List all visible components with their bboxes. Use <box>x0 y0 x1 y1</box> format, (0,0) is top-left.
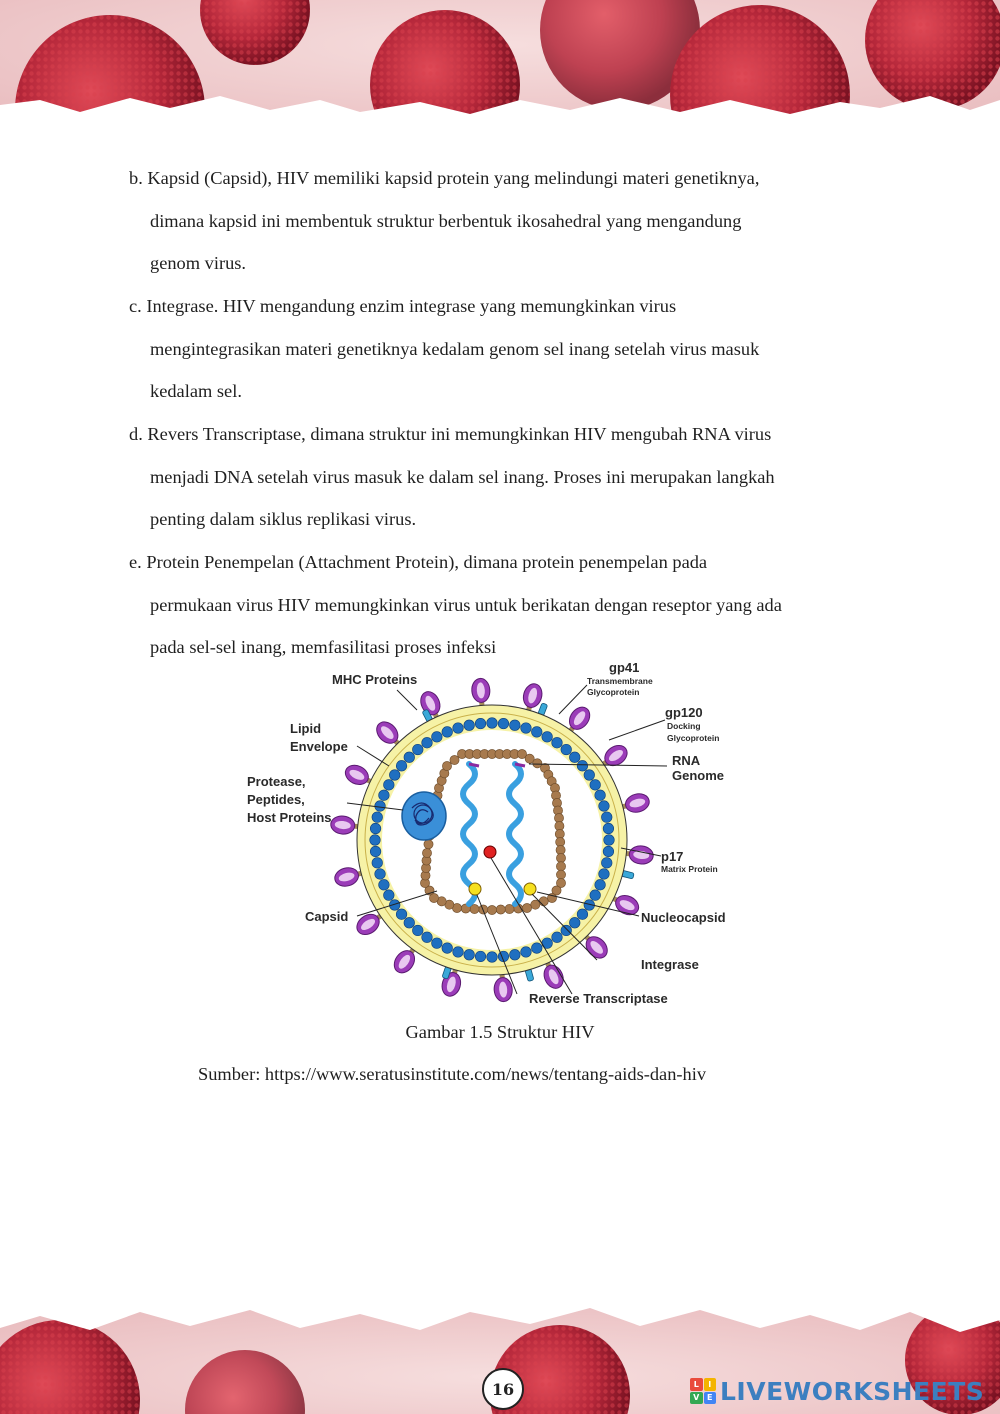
capsid-protein-dot <box>496 905 505 914</box>
liveworksheets-wordmark: LIVEWORKSHEETS <box>720 1376 985 1406</box>
list-item-reverse-transcriptase <box>129 413 919 541</box>
matrix-protein-dot <box>569 917 580 928</box>
label-gp41-sub1: Transmembrane <box>587 676 653 686</box>
matrix-protein-dot <box>561 744 572 755</box>
matrix-protein-dot <box>442 727 453 738</box>
label-nucleocapsid: Nucleocapsid <box>641 910 726 925</box>
logo-letter: E <box>704 1392 717 1405</box>
rna-cap <box>469 764 479 766</box>
matrix-protein-dot <box>569 752 580 763</box>
hiv-structure-figure <box>247 658 737 1006</box>
matrix-protein-dot <box>601 812 612 823</box>
matrix-protein-dot <box>375 869 386 880</box>
matrix-protein-dot <box>487 952 498 963</box>
matrix-protein-dot <box>599 801 610 812</box>
capsid-protein-dot <box>487 905 496 914</box>
label-genome: Genome <box>672 768 725 783</box>
matrix-protein-dot <box>464 720 475 731</box>
matrix-protein-dot <box>422 737 433 748</box>
label-gp41: gp41 <box>609 660 640 675</box>
figure-caption: Gambar 1.5 Struktur HIV <box>405 1022 595 1042</box>
label-gp120-sub2: Glycoprotein <box>667 733 720 743</box>
matrix-protein-dot <box>510 949 521 960</box>
list-item-kapsid <box>129 157 919 285</box>
virus-interior <box>382 730 602 950</box>
capsid-protein-dot <box>531 900 540 909</box>
list-item-integrase <box>129 285 919 413</box>
matrix-protein-dot <box>531 943 542 954</box>
list-item-line: penting dalam siklus replikasi virus. <box>150 509 417 529</box>
page-number: 16 <box>482 1368 524 1410</box>
list-item-line: d. Revers Transcriptase, dimana struktur ini memungkinkan HIV mengubah RNA virus <box>129 424 772 444</box>
matrix-protein-dot <box>453 947 464 958</box>
matrix-protein-dot <box>577 760 588 771</box>
label-gp120: gp120 <box>665 705 703 720</box>
matrix-protein-dot <box>552 737 563 748</box>
matrix-protein-dot <box>422 932 433 943</box>
label-host-proteins: Host Proteins <box>247 810 332 825</box>
list-item-line: permukaan virus HIV memungkinkan virus untuk berikatan dengan reseptor yang ada <box>150 594 782 615</box>
label-p17: p17 <box>661 849 684 864</box>
matrix-protein-dot <box>603 846 614 857</box>
figure-source: Sumber: https://www.seratusinstitute.com/news/tentang-aids-dan-hiv <box>198 1064 707 1084</box>
matrix-protein-dot <box>396 760 407 771</box>
matrix-protein-dot <box>379 879 390 890</box>
matrix-protein-dot <box>590 890 601 901</box>
matrix-protein-dot <box>542 732 553 743</box>
capsid-protein-dot <box>522 903 531 912</box>
matrix-protein-dot <box>595 879 606 890</box>
matrix-protein-dot <box>577 909 588 920</box>
matrix-protein-dot <box>370 835 381 846</box>
matrix-protein-dot <box>552 932 563 943</box>
matrix-protein-dot <box>603 823 614 834</box>
list-item-line: b. Kapsid (Capsid), HIV memiliki kapsid protein yang melindungi materi genetiknya, <box>129 168 760 188</box>
label-mhc-proteins: MHC Proteins <box>332 672 418 687</box>
matrix-protein-dot <box>372 812 383 823</box>
matrix-protein-dot <box>379 790 390 801</box>
logo-letter: L <box>690 1378 703 1391</box>
capsid-protein-dot <box>539 897 548 906</box>
rna-cap <box>515 764 525 766</box>
matrix-protein-dot <box>389 770 400 781</box>
matrix-protein-dot <box>404 752 415 763</box>
label-p17-sub: Matrix Protein <box>661 864 718 874</box>
logo-letter: V <box>690 1392 703 1405</box>
label-gp41-sub2: Glycoprotein <box>587 687 640 697</box>
matrix-protein-dot <box>432 732 443 743</box>
matrix-protein-dot <box>531 727 542 738</box>
matrix-protein-dot <box>412 925 423 936</box>
liveworksheets-logo <box>690 1374 984 1408</box>
capsid-protein-dot <box>422 848 431 857</box>
matrix-protein-dot <box>487 718 498 729</box>
matrix-protein-dot <box>599 869 610 880</box>
matrix-protein-dot <box>475 718 486 729</box>
matrix-protein-dot <box>475 951 486 962</box>
liveworksheets-icon <box>690 1378 716 1404</box>
capsid-protein-dot <box>424 840 433 849</box>
matrix-protein-dot <box>442 943 453 954</box>
label-envelope: Envelope <box>290 739 348 754</box>
label-protease: Protease, <box>247 774 306 789</box>
matrix-protein-dot <box>498 718 509 729</box>
list-item-line: menjadi DNA setelah virus masuk ke dalam sel inang. Proses ini merupakan langkah <box>150 466 775 487</box>
list-item-attachment-protein <box>129 541 919 669</box>
matrix-protein-dot <box>590 780 601 791</box>
label-lipid: Lipid <box>290 721 322 736</box>
label-integrase: Integrase <box>641 957 699 972</box>
top-decorative-banner <box>0 0 1000 150</box>
logo-letter: I <box>704 1378 717 1391</box>
capsid-protein-dot <box>556 853 565 862</box>
list-item-line: pada sel-sel inang, memfasilitasi proses infeksi <box>150 637 497 657</box>
list-item-line: mengintegrasikan materi genetiknya kedalam genom sel inang setelah virus masuk <box>150 338 760 359</box>
matrix-protein-dot <box>561 925 572 936</box>
matrix-protein-dot <box>453 723 464 734</box>
matrix-protein-dot <box>384 890 395 901</box>
matrix-protein-dot <box>404 917 415 928</box>
matrix-protein-dot <box>370 823 381 834</box>
matrix-protein-dot <box>396 909 407 920</box>
protease-cluster <box>402 792 446 840</box>
matrix-protein-dot <box>521 723 532 734</box>
list-item-line: e. Protein Penempelan (Attachment Protein), dimana protein penempelan pada <box>129 552 708 572</box>
label-capsid: Capsid <box>305 909 349 924</box>
label-reverse-transcriptase: Reverse Transcriptase <box>529 991 668 1006</box>
label-gp120-sub1: Docking <box>667 721 701 731</box>
matrix-protein-dot <box>370 846 381 857</box>
virus-banner-top-image <box>0 0 1000 150</box>
matrix-protein-dot <box>432 938 443 949</box>
matrix-protein-dot <box>412 744 423 755</box>
capsid-protein-dot <box>556 870 565 879</box>
hiv-diagram <box>247 658 737 1006</box>
matrix-protein-dot <box>521 947 532 958</box>
integrase-dot <box>524 883 536 895</box>
matrix-protein-dot <box>372 858 383 869</box>
list-item-line: c. Integrase. HIV mengandung enzim integrase yang memungkinkan virus <box>129 296 677 316</box>
list-item-line: genom virus. <box>150 253 247 273</box>
integrase-dot <box>469 883 481 895</box>
matrix-protein-dot <box>510 720 521 731</box>
reverse-transcriptase-dot <box>484 846 496 858</box>
capsid-protein-dot <box>450 755 459 764</box>
matrix-protein-dot <box>604 835 615 846</box>
label-peptides: Peptides, <box>247 792 305 807</box>
matrix-protein-dot <box>584 770 595 781</box>
matrix-protein-dot <box>384 780 395 791</box>
label-rna: RNA <box>672 753 701 768</box>
matrix-protein-dot <box>375 801 386 812</box>
matrix-protein-dot <box>464 949 475 960</box>
list-item-line: dimana kapsid ini membentuk struktur berbentuk ikosahedral yang mengandung <box>150 210 742 231</box>
capsid-protein-dot <box>556 862 565 871</box>
matrix-protein-dot <box>601 858 612 869</box>
capsid-protein-dot <box>442 761 451 770</box>
list-item-line: kedalam sel. <box>150 381 242 401</box>
matrix-protein-dot <box>595 790 606 801</box>
